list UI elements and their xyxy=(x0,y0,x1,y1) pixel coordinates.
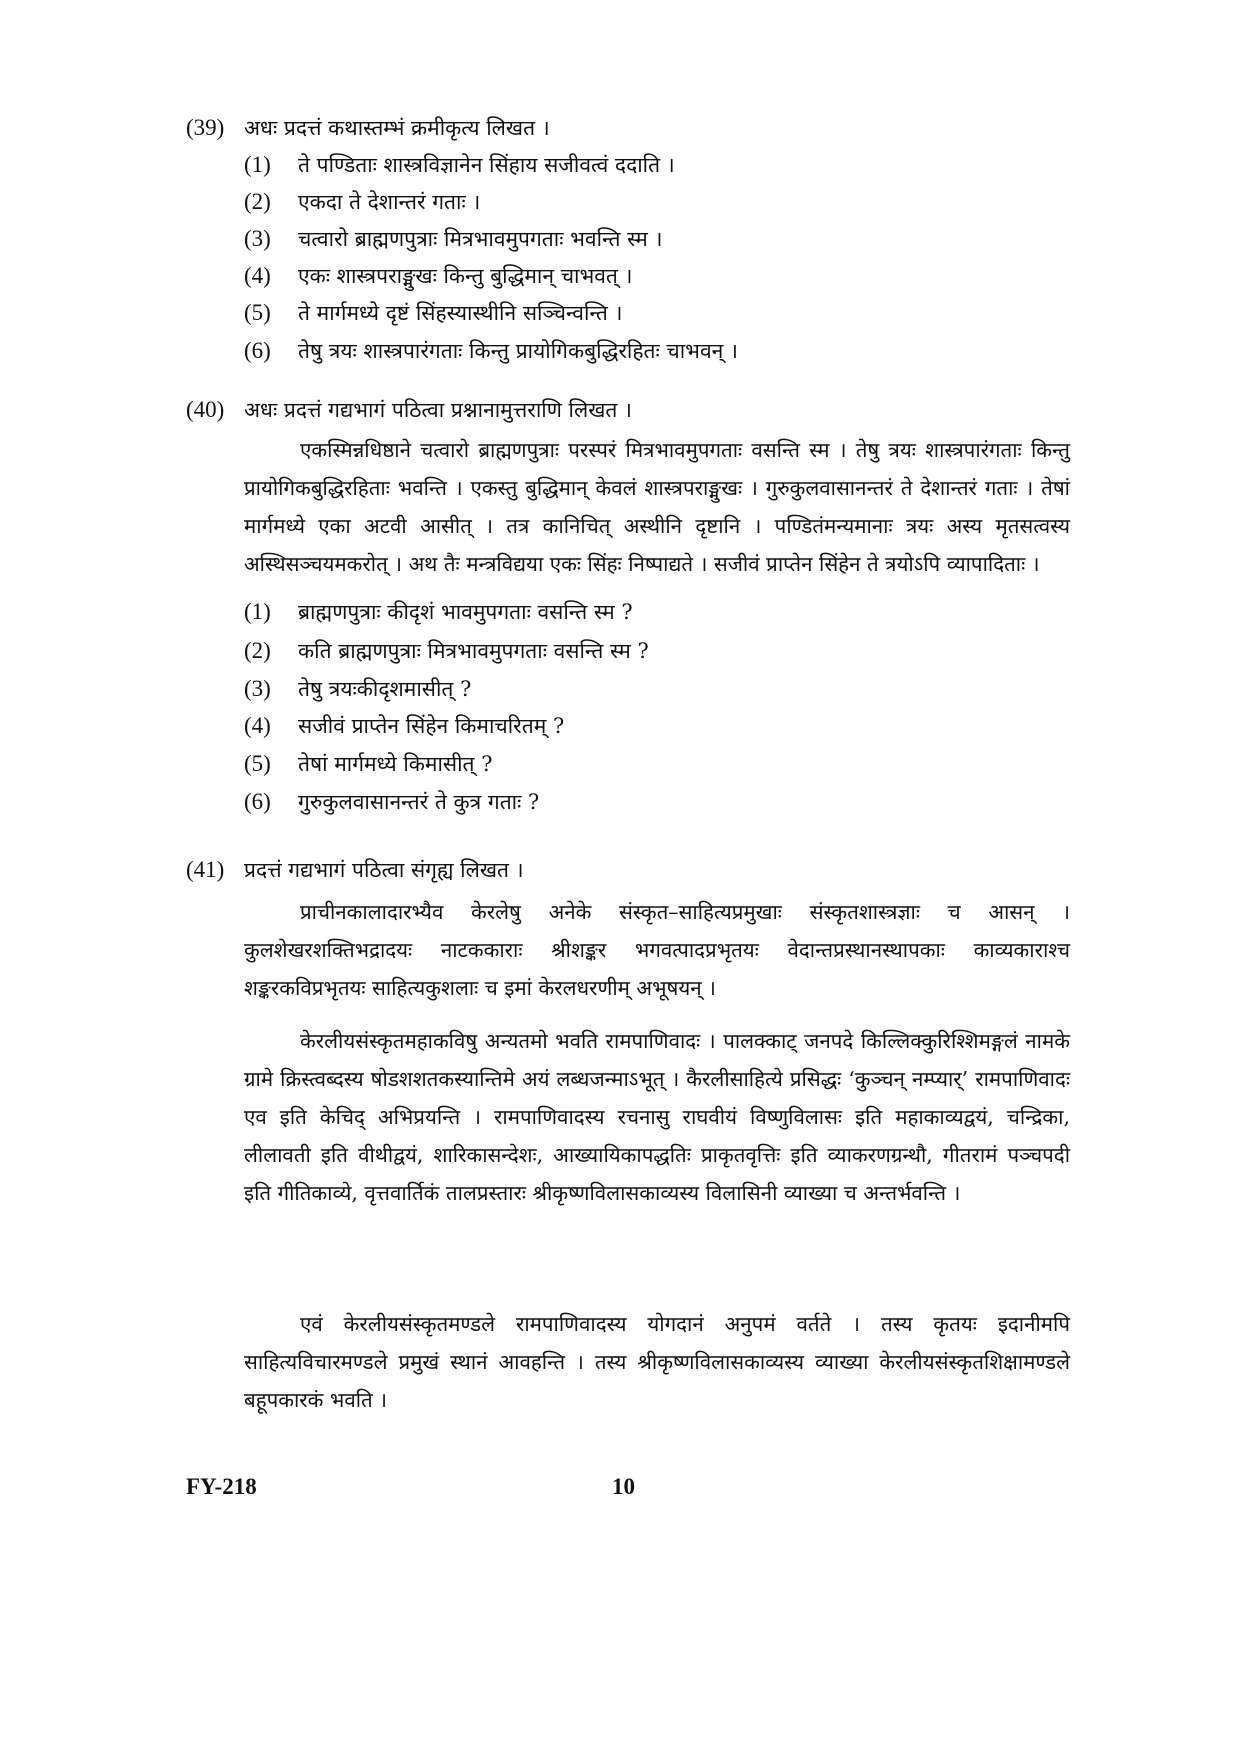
q41-paragraph-2: केरलीयसंस्कृतमहाकविषु अन्यतमो भवति रामपाणिवादः । पालक्काट् जनपदे किल्लिक्कुरिश्शिमङ्गलं नामके ग्रामे क्रिस्त्वब्दस्य षोडशशतकस्यान्तिमे अयं लब्धजन्माऽभूत् । कैरलीसाहित्ये प्रसिद्धः ‘कुञ्चन् नम्प्यार्’ रामपाणिवादः एव इति केचिद् अभिप्रयन्ति । रामपाणिवादस्य रचनासु राघवीयं विष्णुविलासः इति महाकाव्यद्वयं, चन्द्रिका, लीलावती इति वीथीद्वयं, शारिकासन्देशः, आख्यायिकापद्धतिः प्राकृतवृत्तिः इति व्याकरणग्रन्थौ, गीतरामं पञ्चपदी इति गीतिकाव्ये, वृत्तवार्तिकं तालप्रस्तारः श्रीकृष्णविलासकाव्यस्य विलासिनी व्याख्या च अन्तर्भवन्ति । xyxy=(244,1029,1070,1205)
item-text: तेषु त्रयः शास्त्रपारंगताः किन्तु प्रायोगिकबुद्धिरहितः चाभवन् । xyxy=(298,339,738,363)
item-number: (5) xyxy=(244,300,271,325)
item-text: एकदा ते देशान्तरं गताः । xyxy=(298,190,481,214)
page-number: 10 xyxy=(612,1474,635,1499)
q40-item-1 xyxy=(244,597,633,627)
question-number: (39) xyxy=(186,115,225,140)
question-title: अधः प्रदत्तं कथास्तम्भं क्रमीकृत्य लिखत । xyxy=(244,116,550,140)
q40-item-5 xyxy=(244,749,492,779)
item-text: चत्वारो ब्राह्मणपुत्राः मित्रभावमुपगताः भवन्ति स्म । xyxy=(298,227,663,251)
item-number: (6) xyxy=(244,338,271,363)
q39-item-4 xyxy=(244,261,633,291)
item-number: (5) xyxy=(244,751,271,776)
question-title: अधः प्रदत्तं गद्यभागं पठित्वा प्रश्नानामुत्तराणि लिखत । xyxy=(244,398,633,422)
q39-item-1 xyxy=(244,150,675,180)
q41-paragraph-1: प्राचीनकालादारभ्यैव केरलेषु अनेके संस्कृत–साहित्यप्रमुखाः संस्कृतशास्त्रज्ञाः च आसन् । कुलशेखरशक्तिभद्रादयः नाटककाराः श्रीशङ्कर भगवत्पादप्रभृतयः वेदान्तप्रस्थानस्थापकाः काव्यकाराश्च शङ्करकविप्रभृतयः साहित्यकुशलाः च इमां केरलधरणीम् अभूषयन् । xyxy=(244,900,1070,1000)
q40-item-6 xyxy=(244,787,539,817)
question-39-heading xyxy=(186,113,550,143)
q40-item-3 xyxy=(244,674,471,704)
item-text: ब्राह्मणपुत्राः कीदृशं भावमुपगताः वसन्ति स्म ? xyxy=(298,600,633,624)
item-number: (2) xyxy=(244,189,271,214)
q39-item-5 xyxy=(244,298,622,328)
item-text: ते मार्गमध्ये दृष्टं सिंहस्यास्थीनि सञ्चिन्वन्ति । xyxy=(298,301,623,325)
item-number: (1) xyxy=(244,152,271,177)
item-text: सजीवं प्राप्तेन सिंहेन किमाचरितम् ? xyxy=(298,714,565,738)
item-number: (4) xyxy=(244,263,271,288)
question-number: (40) xyxy=(186,397,225,422)
q39-item-2 xyxy=(244,187,480,217)
q41-paragraph-3: एवं केरलीयसंस्कृतमण्डले रामपाणिवादस्य योगदानं अनुपमं वर्तते । तस्य कृतयः इदानीमपि साहित्यविचारमण्डले प्रमुखं स्थानं आवहन्ति । तस्य श्रीकृष्णविलासकाव्यस्य व्याख्या केरलीयसंस्कृतशिक्षामण्डले बहूपकारकं भवति । xyxy=(244,1312,1070,1412)
item-text: तेषु त्रयःकीदृशमासीत् ? xyxy=(298,677,472,701)
item-text: कति ब्राह्मणपुत्राः मित्रभावमुपगताः वसन्ति स्म ? xyxy=(298,639,649,663)
question-40-heading xyxy=(186,395,632,425)
item-number: (4) xyxy=(244,713,271,738)
item-text: एकः शास्त्रपराङ्मुखः किन्तु बुद्धिमान् चाभवत् । xyxy=(298,264,633,288)
question-number: (41) xyxy=(186,857,225,882)
item-text: ते पण्डिताः शास्त्रविज्ञानेन सिंहाय सजीवत्वं ददाति । xyxy=(298,153,675,177)
paper-code: FY-218 xyxy=(186,1474,257,1499)
q39-item-6 xyxy=(244,336,738,366)
question-title: प्रदत्तं गद्यभागं पठित्वा संगृह्य लिखत । xyxy=(244,858,524,882)
q40-item-2 xyxy=(244,636,649,666)
q39-item-3 xyxy=(244,224,662,254)
q40-passage: एकस्मिन्नधिष्ठाने चत्वारो ब्राह्मणपुत्राः परस्परं मित्रभावमुपगताः वसन्ति स्म । तेषु त्रयः शास्त्रपारंगताः किन्तु प्रायोगिकबुद्धिरहिताः भवन्ति । एकस्तु बुद्धिमान् केवलं शास्त्रपराङ्मुखः । गुरुकुलवासानन्तरं ते देशान्तरं गताः । तेषां मार्गमध्ये एका अटवी आसीत् । तत्र कानिचित् अस्थीनि दृष्टानि । पण्डितंमन्यमानाः त्रयः अस्य मृतसत्वस्य अस्थिसञ्चयमकरोत् । अथ तैः मन्त्रविद्यया एकः सिंहः निष्पाद्यते । सजीवं प्राप्तेन सिंहेन ते त्रयोऽपि व्यापादिताः । xyxy=(244,438,1070,576)
item-number: (3) xyxy=(244,226,271,251)
item-number: (6) xyxy=(244,789,271,814)
item-text: गुरुकुलवासानन्तरं ते कुत्र गताः ? xyxy=(298,790,540,814)
item-number: (1) xyxy=(244,599,271,624)
item-number: (3) xyxy=(244,676,271,701)
question-41-heading xyxy=(186,855,524,885)
item-number: (2) xyxy=(244,638,271,663)
item-text: तेषां मार्गमध्ये किमासीत् ? xyxy=(298,752,493,776)
q40-item-4 xyxy=(244,711,564,741)
